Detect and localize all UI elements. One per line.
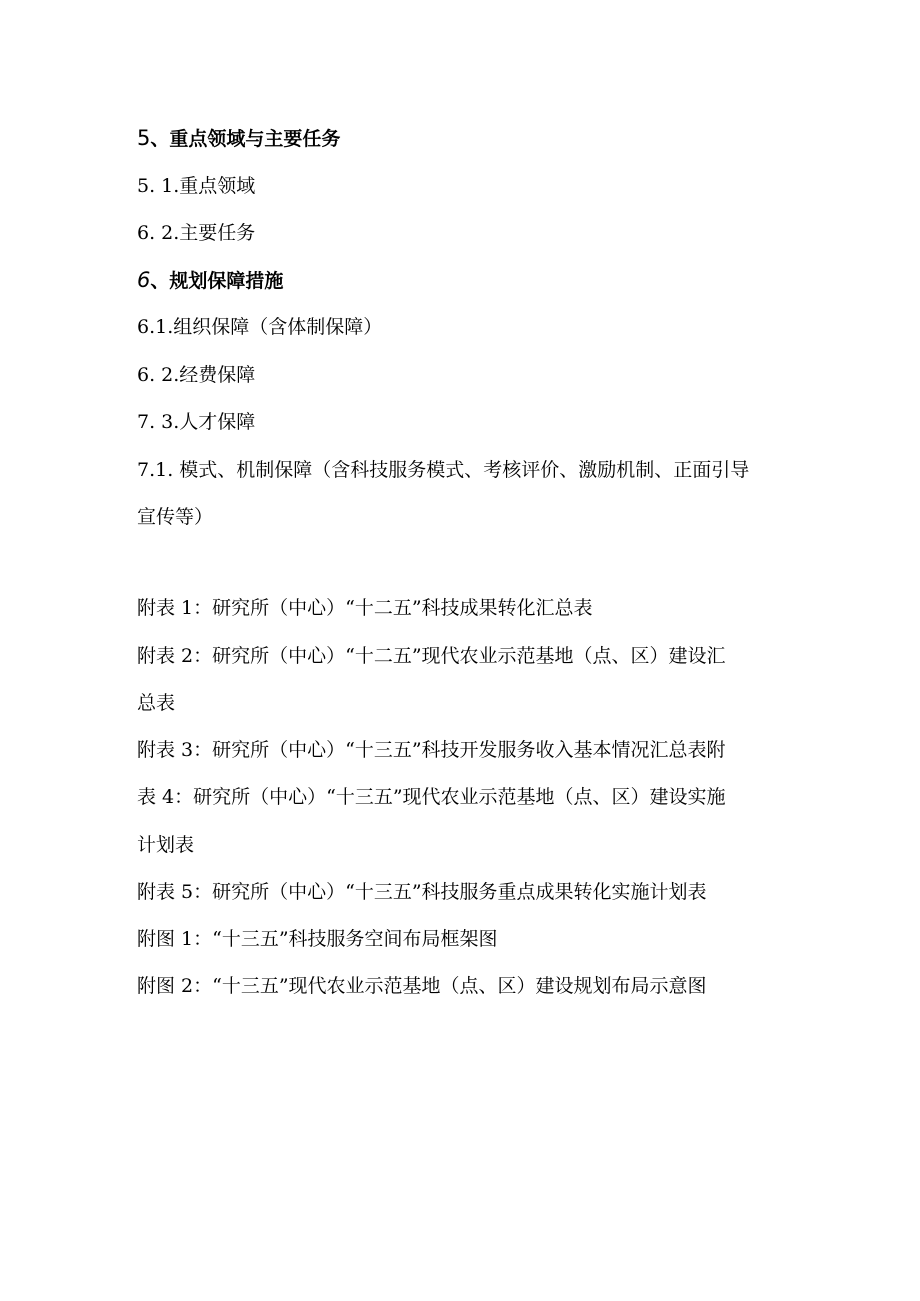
section-6-title: 、规划保障措施	[150, 270, 284, 292]
appendix-line-continued: 总表	[137, 692, 176, 714]
section-5-item: 6. 2.主要任务	[137, 222, 256, 244]
appendix-line: 表 4：研究所（中心）“十三五”现代农业示范基地（点、区）建设实施	[137, 786, 726, 808]
section-5-heading	[137, 126, 797, 151]
section-6-number: 6	[137, 268, 151, 292]
section-6-item: 7. 3.人才保障	[137, 411, 256, 433]
appendix-line: 附表 1：研究所（中心）“十二五”科技成果转化汇总表	[137, 597, 593, 619]
appendix-line: 附表 2：研究所（中心）“十二五”现代农业示范基地（点、区）建设汇	[137, 645, 726, 667]
section-6-item: 6.1.组织保障（含体制保障）	[137, 316, 383, 338]
appendix-figure-line: 附图 2：“十三五”现代农业示范基地（点、区）建设规划布局示意图	[137, 975, 707, 997]
appendix-line-continued: 计划表	[137, 834, 195, 856]
section-6-item: 7.1. 模式、机制保障（含科技服务模式、考核评价、激励机制、正面引导	[137, 459, 750, 481]
section-5-item: 5. 1.重点领域	[137, 175, 256, 197]
appendix-line: 附表 3：研究所（中心）“十三五”科技开发服务收入基本情况汇总表附	[137, 739, 726, 761]
appendix-figure-line: 附图 1：“十三五”科技服务空间布局框架图	[137, 928, 498, 950]
appendix-line: 附表 5：研究所（中心）“十三五”科技服务重点成果转化实施计划表	[137, 881, 707, 903]
section-5-number: 5	[137, 126, 151, 150]
section-6-item: 6. 2.经费保障	[137, 364, 256, 386]
section-5-title: 、重点领域与主要任务	[150, 128, 341, 150]
section-6-item-continued: 宣传等）	[137, 506, 214, 528]
section-6-heading	[137, 268, 797, 293]
